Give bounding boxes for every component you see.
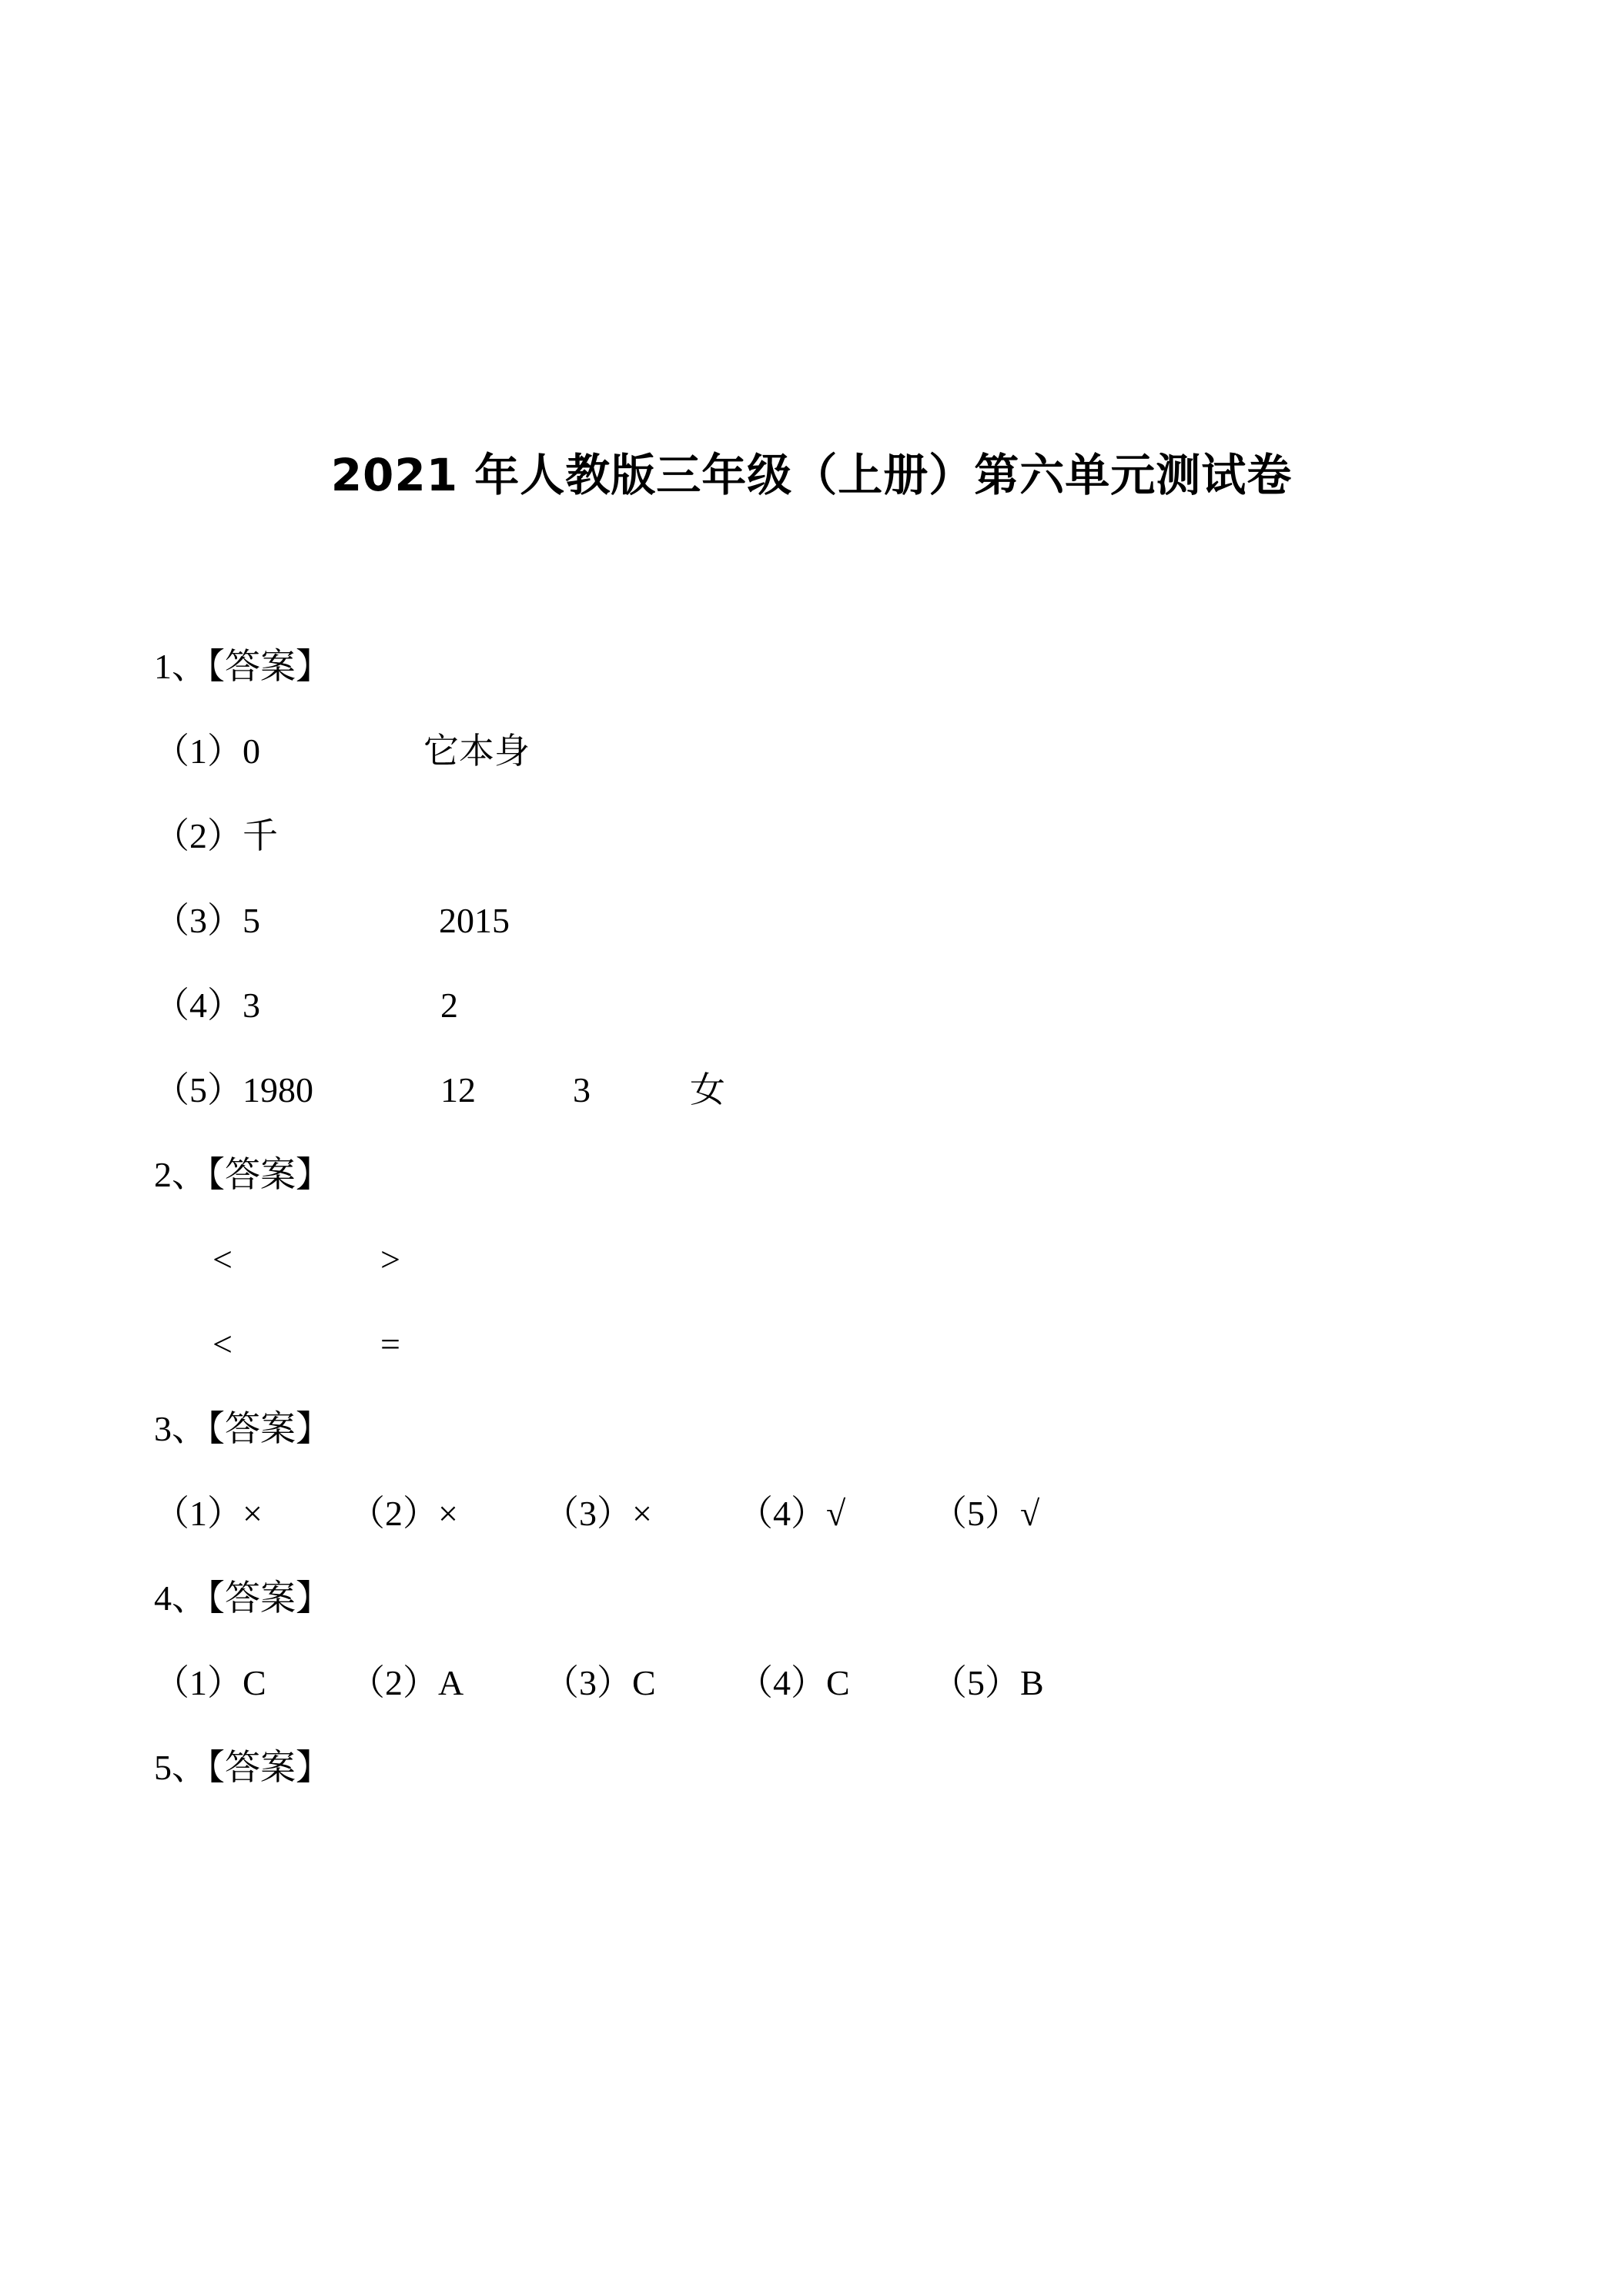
answer-1-3-b: 2015 [439,901,510,940]
answer-1-5-c: 3 [573,1070,591,1110]
answer-2-1-b: > [380,1240,400,1279]
answer-4-1: （1）C [154,1663,266,1702]
answer-4-2: （2）A [350,1663,464,1702]
answer-2-1-a: < [212,1240,233,1279]
answer-3-1: （1）× [154,1494,263,1533]
answer-1-4-a: （4）3 [154,986,260,1025]
answer-2-2-a: < [212,1324,233,1364]
answer-2-2-b: = [380,1324,400,1364]
answer-1-1-a: （1）0 [154,731,260,771]
answer-1-4-b: 2 [440,986,458,1025]
section-5-heading: 5、【答案】 [154,1748,331,1787]
section-3-heading: 3、【答案】 [154,1409,331,1448]
answer-4-4: （4）C [738,1663,850,1702]
section-1-heading: 1、【答案】 [154,647,331,686]
answer-1-5-d: 女 [690,1070,725,1110]
answer-4-5: （5）B [932,1663,1044,1702]
page-title: 2021 年人教版三年级（上册）第六单元测试卷 [330,449,1293,501]
answer-3-2: （2）× [350,1494,458,1533]
answer-3-4: （4）√ [738,1494,846,1533]
answer-1-5-a: （5）1980 [154,1070,313,1110]
answer-4-3: （3）C [544,1663,656,1702]
answer-1-1-b: 它本身 [423,731,530,771]
section-2-heading: 2、【答案】 [154,1155,331,1194]
answer-1-2-a: （2）千 [154,816,278,855]
answer-3-5: （5）√ [932,1494,1040,1533]
answer-1-5-b: 12 [440,1070,476,1110]
answer-3-3: （3）× [544,1494,652,1533]
answer-1-3-a: （3）5 [154,901,260,940]
section-4-heading: 4、【答案】 [154,1578,331,1618]
